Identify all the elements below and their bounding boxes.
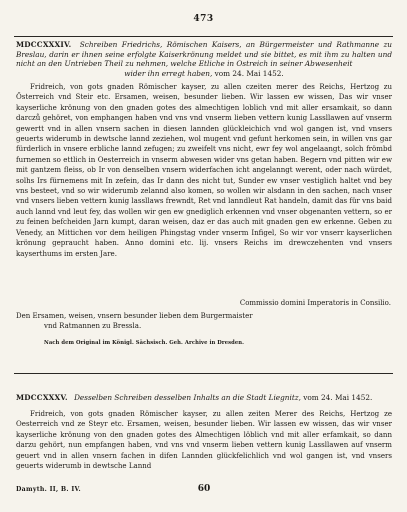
page-footer bbox=[16, 486, 392, 493]
document-heading-1734 bbox=[16, 40, 392, 78]
signature-mark: 60 bbox=[197, 484, 211, 494]
document-body-1734 bbox=[16, 82, 392, 259]
heading-end: wider ihn erregt haben, bbox=[124, 68, 213, 78]
source-note: Nach dem Original im Königl. Sächsisch. Geh. Archive in Dresden. bbox=[44, 340, 245, 346]
document-number: MDCCXXXV. bbox=[16, 393, 68, 402]
addressee-line-1: Den Ersamen, weisen, vnsern besunder lieben dem Burgermaister bbox=[16, 312, 253, 320]
heading-date: vom 24. Mai 1452. bbox=[303, 393, 373, 402]
heading-text: Schreiben Friedrichs, Römischen Kaisers, an Bürgermeister und Rathmanne zu Breslau, darin er ihnen seine erfolgte Kaiserkrönung meldet und sie bittet, es mit ihm zu halten und nicht an den Untrieben Theil zu nehmen, welche Etliche in Ostreich in seiner Abwesenheit bbox=[16, 40, 393, 69]
volume-reference: Damyth. II, B. IV. bbox=[16, 486, 81, 493]
document-body-1735 bbox=[16, 409, 392, 471]
document-number: MDCCXXXIV. bbox=[16, 40, 72, 49]
addressee bbox=[16, 311, 256, 331]
subscript-line: Commissio domini Imperatoris in Consilio. bbox=[239, 299, 391, 307]
heading-date: vom 24. Mai 1452. bbox=[214, 68, 284, 78]
letter-text: Fridreich, von gots gnaden Römischer kayser, zu allen czeiten merer des Reichs, Hertzog zu Ősterreich vnd Steir etc. Ersamen, weisen, besunder lieben. Wir lassen ew wissen, Das wir vnser kayserliche krönung von den gnaden gotes des almechtigen loblich vnd mit aller ersamkait, so dann darczů gehöret, von emphangen haben vnd vns vnd vnserm lieben vettern kunig Lassllawen auf vnserm gewertt vnd in allen vnsern sachen in diesen lannden glückleichich vnd wol gangen ist, vnd vnsers geuerts widerumb in dewtsche lannd zeziehen, wol mugent vnd gefunt herkomen sein, in willen vns gar fürderlich in vnsere erbliche lannd zefugen; zu zweifelt vns nicht, ewr fey wol angelaangt, solch frömbd furnemen so ettlich in Oesterreich in vnserm abwesen wider vns getan haben. Begern vnd pitten wir ew mit gantzem fleiss, ob Ir von denselben vnsern widerfachen icht angelanngt werent, oder nach würdet, solhs Irs fürnemens mit In zefein, das Ir dann des nicht tut, Sunder ew vnser vestiglich haltet vnd bey vns besteet, vnd so wir widerumb zelannd also komen, so wollen wir alsdann in den sachen, nach vnser vnd vnsers lieben vettern kunig lassllaws frewndt, Ret vnd lanndleut Rat handeln, damit das für vns baid auch lannd vnd leut fey, das wollen wir gen ew gnediglich erkennen vnd vnser obgenanten vettern, so er zu feinen befcheiden Jarn kumpt, daran weisen, daz er das auch mit gnaden gen ew erkenne. Geben zu Venedy, an Mittichen vor dem heiligen Phingstag vnder vnserm Infigel, So wir vor vnserr kayserlichen krönung gepraucht haben. Anno domini etc. lij. vnsers Reichs im drewczehenten vnd vnsers kayserthums im ersten Jare. bbox=[16, 82, 393, 258]
letter-text: Fridreich, von gots gnaden Römischer kayser, zu allen zeiten Merer des Reichs, Hertzog ze Oesterreich vnd ze Steyr etc. Ersamen, weisen, besunder lieben. Wir lassen ew wissen, das wir vnser kayserliche krönung von den gnaden gotes des Almechtigen löblich vnd mit aller erfamkait, so dann darzu gehört, nun empfangen haben, vnd vns vnd vnserm lieben vettern kunig Lassllawen auf vnserm geuert vnd in allen vnsern fachen in difen Lannden glückfelichlich vnd wol gangen ist, vnd vnsers geuerts widerumb in dewtsche Lannd bbox=[16, 409, 392, 471]
heading-text: Desselben Schreiben desselben Inhalts an die Stadt Liegnitz, bbox=[74, 393, 301, 402]
document-heading-1735 bbox=[16, 393, 392, 403]
addressee-line-2: vnd Ratmannen zu Bressla. bbox=[44, 322, 142, 331]
top-rule bbox=[14, 36, 393, 37]
page-number: 473 bbox=[193, 14, 214, 24]
section-rule bbox=[14, 373, 393, 374]
